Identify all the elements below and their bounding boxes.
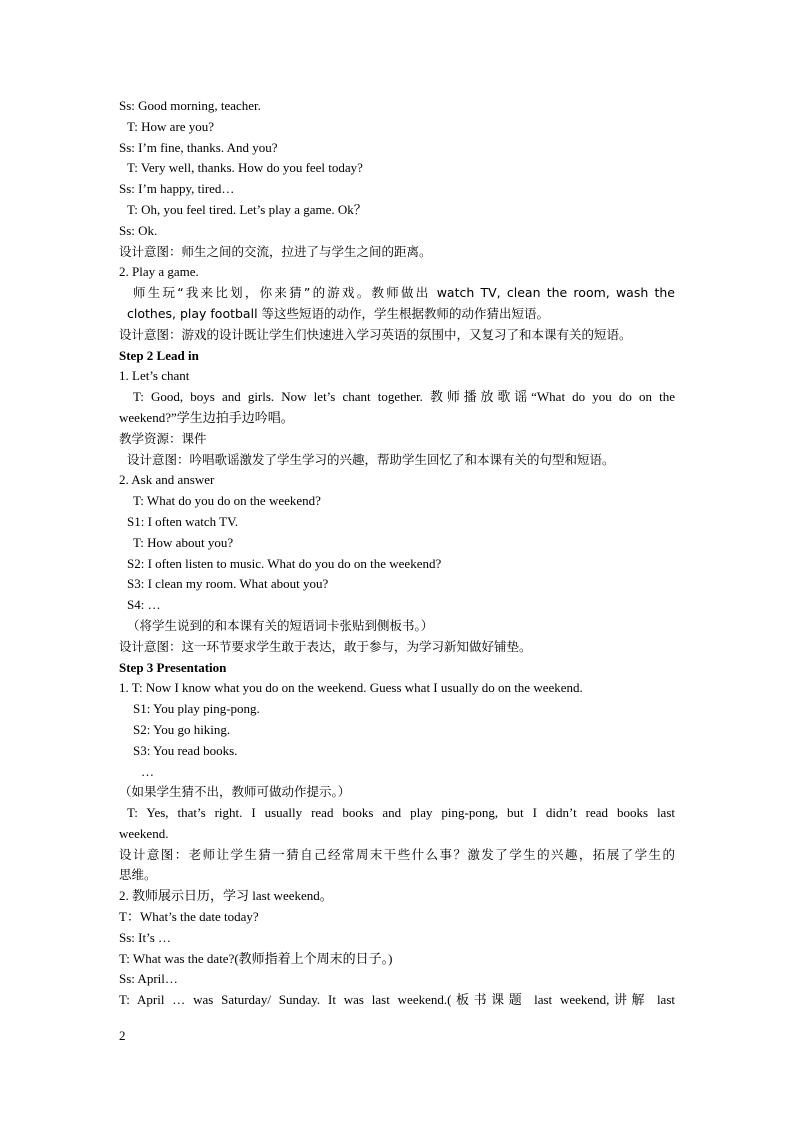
text-line: S3: You read books. xyxy=(133,742,238,758)
text-line: T: April … was Saturday/ Sunday. It was last weekend.(板书课题 last weekend,讲解 last xyxy=(119,992,675,1008)
text-line: S2: You go hiking. xyxy=(133,721,231,737)
text-line: … xyxy=(141,763,154,779)
text-line: （如果学生猜不出，教师可做动作提示。） xyxy=(119,784,351,800)
text-line: T: What do you do on the weekend? xyxy=(133,493,321,509)
text-line: weekend. xyxy=(119,825,169,841)
text-line: Ss: I’m happy, tired… xyxy=(119,181,235,197)
text-line: 设计意图：游戏的设计既让学生们快速进入学习英语的氛围中，又复习了和本课有关的短语。 xyxy=(119,326,632,342)
text-line: 2. 教师展示日历，学习 last weekend。 xyxy=(119,888,333,904)
text-line: clothes, play football 等这些短语的动作，学生根据教师的动作猜出短语。 xyxy=(127,305,550,321)
page-number: 2 xyxy=(119,1028,126,1043)
text-line: 设计意图：师生之间的交流，拉进了与学生之间的距离。 xyxy=(119,243,432,259)
text-line: T: How are you? xyxy=(127,118,215,134)
text-line: 设计意图：老师让学生猜一猜自己经常周末干些什么事？激发了学生的兴趣，拓展了学生的 xyxy=(119,846,675,862)
text-line: Ss: Good morning, teacher. xyxy=(119,98,261,113)
text-line: 师生玩“我来比划，你来猜”的游戏。教师做出 watch TV, clean the room, wash the xyxy=(133,285,675,301)
text-line: S2: I often listen to music. What do you do on the weekend? xyxy=(127,555,442,571)
text-line: S3: I clean my room. What about you? xyxy=(127,576,329,592)
text-line: T: How about you? xyxy=(133,534,234,550)
text-line: 教学资源：课件 xyxy=(119,430,207,446)
text-line: T: Yes, that’s right. I usually read books and play ping-pong, but I didn’t read books last xyxy=(127,805,675,821)
text-line: 思维。 xyxy=(119,867,157,883)
text-line: S1: You play ping-pong. xyxy=(133,701,260,717)
document-body xyxy=(119,96,675,1011)
text-line: 2. Play a game. xyxy=(119,264,199,280)
text-line: 2. Ask and answer xyxy=(119,472,215,488)
text-line: Step 2 Lead in xyxy=(119,347,199,363)
text-line: （将学生说到的和本课有关的短语词卡张贴到侧板书。） xyxy=(127,617,434,633)
text-line: T：What’s the date today? xyxy=(119,909,259,925)
text-line: Ss: It’s … xyxy=(119,929,172,945)
text-line: Ss: April… xyxy=(119,971,178,987)
text-line: T: Good, boys and girls. Now let’s chant together. 教师播放歌谣“What do you do on the xyxy=(133,389,675,405)
text-line: T: Oh, you feel tired. Let’s play a game. Ok？ xyxy=(127,201,367,217)
text-line: Ss: I’m fine, thanks. And you? xyxy=(119,139,278,155)
text-line: 设计意图：这一环节要求学生敢于表达，敢于参与，为学习新知做好铺垫。 xyxy=(119,638,532,654)
text-line: weekend?”学生边拍手边吟唱。 xyxy=(119,409,294,425)
text-line: 1. Let’s chant xyxy=(119,368,190,384)
text-line: Ss: Ok. xyxy=(119,222,158,238)
text-line: S1: I often watch TV. xyxy=(127,513,239,529)
text-line: T: Very well, thanks. How do you feel today? xyxy=(127,160,363,176)
text-line: T: What was the date?(教师指着上个周末的日子。) xyxy=(119,950,393,966)
text-line: 1. T: Now I know what you do on the weekend. Guess what I usually do on the weekend. xyxy=(119,680,583,696)
text-line: 设计意图：吟唱歌谣激发了学生学习的兴趣，帮助学生回忆了和本课有关的句型和短语。 xyxy=(127,451,615,467)
text-line: Step 3 Presentation xyxy=(119,659,227,675)
text-line: S4: … xyxy=(127,597,161,613)
